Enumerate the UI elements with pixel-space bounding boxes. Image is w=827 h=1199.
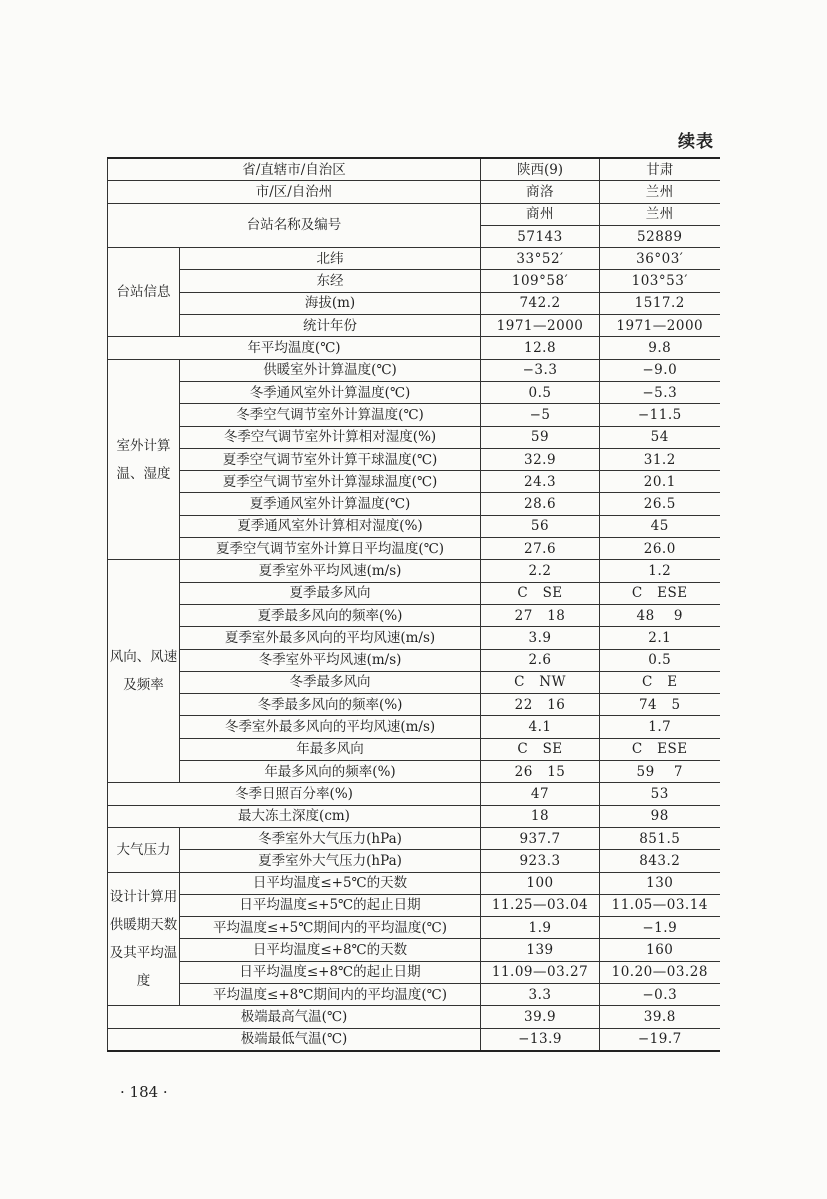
value-cell: 39.8 (600, 1006, 720, 1028)
value-cell: 742.2 (481, 292, 600, 314)
table-row (108, 359, 720, 381)
value-cell: 商州 (481, 203, 600, 225)
value-cell: 1.7 (600, 716, 720, 738)
group-label: 大气压力 (108, 827, 180, 872)
table-row (108, 850, 720, 872)
row-label: 冬季最多风向的频率(%) (180, 694, 481, 716)
table-row (108, 560, 720, 582)
table-row (108, 738, 720, 760)
row-label: 日平均温度≤+8℃的起止日期 (180, 961, 481, 983)
value-cell: 11.09—03.27 (481, 961, 600, 983)
table-row (108, 315, 720, 337)
value-cell: 2.1 (600, 627, 720, 649)
row-label: 冬季室外大气压力(hPa) (180, 827, 481, 849)
value-cell: C NW (481, 671, 600, 693)
row-label: 冬季通风室外计算温度(℃) (180, 381, 481, 403)
table-row (108, 961, 720, 983)
value-cell: C E (600, 671, 720, 693)
table-row (108, 582, 720, 604)
value-cell: 3.9 (481, 627, 600, 649)
row-label: 夏季空气调节室外计算日平均温度(℃) (180, 538, 481, 560)
value-cell: 100 (481, 872, 600, 894)
table-row (108, 805, 720, 827)
table-row (108, 783, 720, 805)
row-label: 市/区/自治州 (108, 181, 481, 203)
value-cell: 52889 (600, 225, 720, 247)
value-cell: 0.5 (481, 381, 600, 403)
row-label: 海拔(m) (180, 292, 481, 314)
value-cell: 1971—2000 (481, 315, 600, 337)
value-cell: 98 (600, 805, 720, 827)
value-cell: 74 5 (600, 694, 720, 716)
value-cell: 48 9 (600, 604, 720, 626)
row-label: 东经 (180, 270, 481, 292)
value-cell: 31.2 (600, 448, 720, 470)
table-row (108, 917, 720, 939)
value-cell: 2.2 (481, 560, 600, 582)
row-label: 台站名称及编号 (108, 203, 481, 248)
table-row (108, 1006, 720, 1028)
row-label: 平均温度≤+5℃期间内的平均温度(℃) (180, 917, 481, 939)
row-label: 冬季空气调节室外计算相对湿度(%) (180, 426, 481, 448)
row-label: 冬季室外平均风速(m/s) (180, 649, 481, 671)
value-cell: 937.7 (481, 827, 600, 849)
table-row (108, 627, 720, 649)
row-label: 夏季室外大气压力(hPa) (180, 850, 481, 872)
value-cell: C ESE (600, 738, 720, 760)
value-cell: 32.9 (481, 448, 600, 470)
row-label: 冬季空气调节室外计算温度(℃) (180, 404, 481, 426)
value-cell: 57143 (481, 225, 600, 247)
value-cell: 27.6 (481, 538, 600, 560)
row-label: 夏季通风室外计算温度(℃) (180, 493, 481, 515)
value-cell: 2.6 (481, 649, 600, 671)
row-label: 夏季室外平均风速(m/s) (180, 560, 481, 582)
row-label: 日平均温度≤+5℃的起止日期 (180, 894, 481, 916)
value-cell: 843.2 (600, 850, 720, 872)
value-cell: 3.3 (481, 983, 600, 1005)
value-cell: 53 (600, 783, 720, 805)
row-label: 夏季室外最多风向的平均风速(m/s) (180, 627, 481, 649)
row-label: 日平均温度≤+5℃的天数 (180, 872, 481, 894)
value-cell: 18 (481, 805, 600, 827)
value-cell: 28.6 (481, 493, 600, 515)
value-cell: 商洛 (481, 181, 600, 203)
table-row (108, 248, 720, 270)
row-label: 平均温度≤+8℃期间内的平均温度(℃) (180, 983, 481, 1005)
value-cell: 54 (600, 426, 720, 448)
value-cell: 59 (481, 426, 600, 448)
table-row (108, 983, 720, 1005)
row-label: 统计年份 (180, 315, 481, 337)
table-row (108, 939, 720, 961)
table-row (108, 716, 720, 738)
value-cell: 1.9 (481, 917, 600, 939)
table-row (108, 1028, 720, 1051)
row-label: 极端最低气温(℃) (108, 1028, 481, 1051)
value-cell: C SE (481, 738, 600, 760)
table-row (108, 426, 720, 448)
value-cell: 1971—2000 (600, 315, 720, 337)
value-cell: 45 (600, 515, 720, 537)
value-cell: 923.3 (481, 850, 600, 872)
value-cell: −5.3 (600, 381, 720, 403)
row-label: 夏季空气调节室外计算湿球温度(℃) (180, 471, 481, 493)
table-row (108, 404, 720, 426)
value-cell: 27 18 (481, 604, 600, 626)
value-cell: −19.7 (600, 1028, 720, 1051)
group-label: 风向、风速及频率 (108, 560, 180, 783)
value-cell: 26.0 (600, 538, 720, 560)
row-label: 夏季最多风向的频率(%) (180, 604, 481, 626)
value-cell: 20.1 (600, 471, 720, 493)
row-label: 北纬 (180, 248, 481, 270)
value-cell: C ESE (600, 582, 720, 604)
table-row (108, 694, 720, 716)
table-row (108, 471, 720, 493)
header-label: 省/直辖市/自治区 (108, 158, 481, 181)
value-cell: −9.0 (600, 359, 720, 381)
table-row (108, 761, 720, 783)
value-cell: 160 (600, 939, 720, 961)
value-cell: 130 (600, 872, 720, 894)
table-row (108, 827, 720, 849)
value-cell: 兰州 (600, 181, 720, 203)
row-label: 日平均温度≤+8℃的天数 (180, 939, 481, 961)
value-cell: 24.3 (481, 471, 600, 493)
row-label: 极端最高气温(℃) (108, 1006, 481, 1028)
row-label: 最大冻土深度(cm) (108, 805, 481, 827)
value-cell: 26.5 (600, 493, 720, 515)
value-cell: 39.9 (481, 1006, 600, 1028)
value-cell: 22 16 (481, 694, 600, 716)
table-row (108, 604, 720, 626)
value-cell: −1.9 (600, 917, 720, 939)
value-cell: −11.5 (600, 404, 720, 426)
value-cell: −13.9 (481, 1028, 600, 1051)
table-row (108, 158, 720, 181)
value-cell: −3.3 (481, 359, 600, 381)
row-label: 夏季空气调节室外计算干球温度(℃) (180, 448, 481, 470)
table-row (108, 448, 720, 470)
table-row (108, 515, 720, 537)
value-cell: 11.05—03.14 (600, 894, 720, 916)
table-row (108, 270, 720, 292)
value-cell: 109°58′ (481, 270, 600, 292)
value-cell: 56 (481, 515, 600, 537)
row-label: 供暖室外计算温度(℃) (180, 359, 481, 381)
value-cell: 26 15 (481, 761, 600, 783)
table-row (108, 381, 720, 403)
value-cell: −5 (481, 404, 600, 426)
row-label: 冬季最多风向 (180, 671, 481, 693)
group-label: 室外计算温、湿度 (108, 359, 180, 560)
row-label: 冬季室外最多风向的平均风速(m/s) (180, 716, 481, 738)
row-label: 年最多风向 (180, 738, 481, 760)
table-row (108, 649, 720, 671)
table-row (108, 872, 720, 894)
row-label: 年最多风向的频率(%) (180, 761, 481, 783)
value-cell: C SE (481, 582, 600, 604)
value-cell: 59 7 (600, 761, 720, 783)
table-row (108, 292, 720, 314)
page-number: · 184 · (120, 1083, 168, 1101)
value-cell: 139 (481, 939, 600, 961)
row-label: 夏季最多风向 (180, 582, 481, 604)
value-cell: 851.5 (600, 827, 720, 849)
value-cell: 1517.2 (600, 292, 720, 314)
value-cell: 兰州 (600, 203, 720, 225)
value-cell: −0.3 (600, 983, 720, 1005)
table-row (108, 181, 720, 203)
table-row (108, 493, 720, 515)
table-row (108, 894, 720, 916)
value-cell: 47 (481, 783, 600, 805)
value-cell: 4.1 (481, 716, 600, 738)
value-cell: 9.8 (600, 337, 720, 359)
column-header: 陕西(9) (481, 158, 600, 181)
continued-label: 续表 (678, 132, 714, 152)
group-label: 设计计算用供暖期天数及其平均温度 (108, 872, 180, 1006)
table-row (108, 203, 720, 225)
value-cell: 1.2 (600, 560, 720, 582)
climate-data-table (107, 157, 720, 1052)
table-row (108, 671, 720, 693)
value-cell: 103°53′ (600, 270, 720, 292)
group-label: 台站信息 (108, 248, 180, 337)
value-cell: 0.5 (600, 649, 720, 671)
column-header: 甘肃 (600, 158, 720, 181)
value-cell: 10.20—03.28 (600, 961, 720, 983)
row-label: 夏季通风室外计算相对湿度(%) (180, 515, 481, 537)
table-row (108, 538, 720, 560)
table-row (108, 337, 720, 359)
value-cell: 11.25—03.04 (481, 894, 600, 916)
row-label: 年平均温度(℃) (108, 337, 481, 359)
value-cell: 12.8 (481, 337, 600, 359)
row-label: 冬季日照百分率(%) (108, 783, 481, 805)
value-cell: 33°52′ (481, 248, 600, 270)
value-cell: 36°03′ (600, 248, 720, 270)
